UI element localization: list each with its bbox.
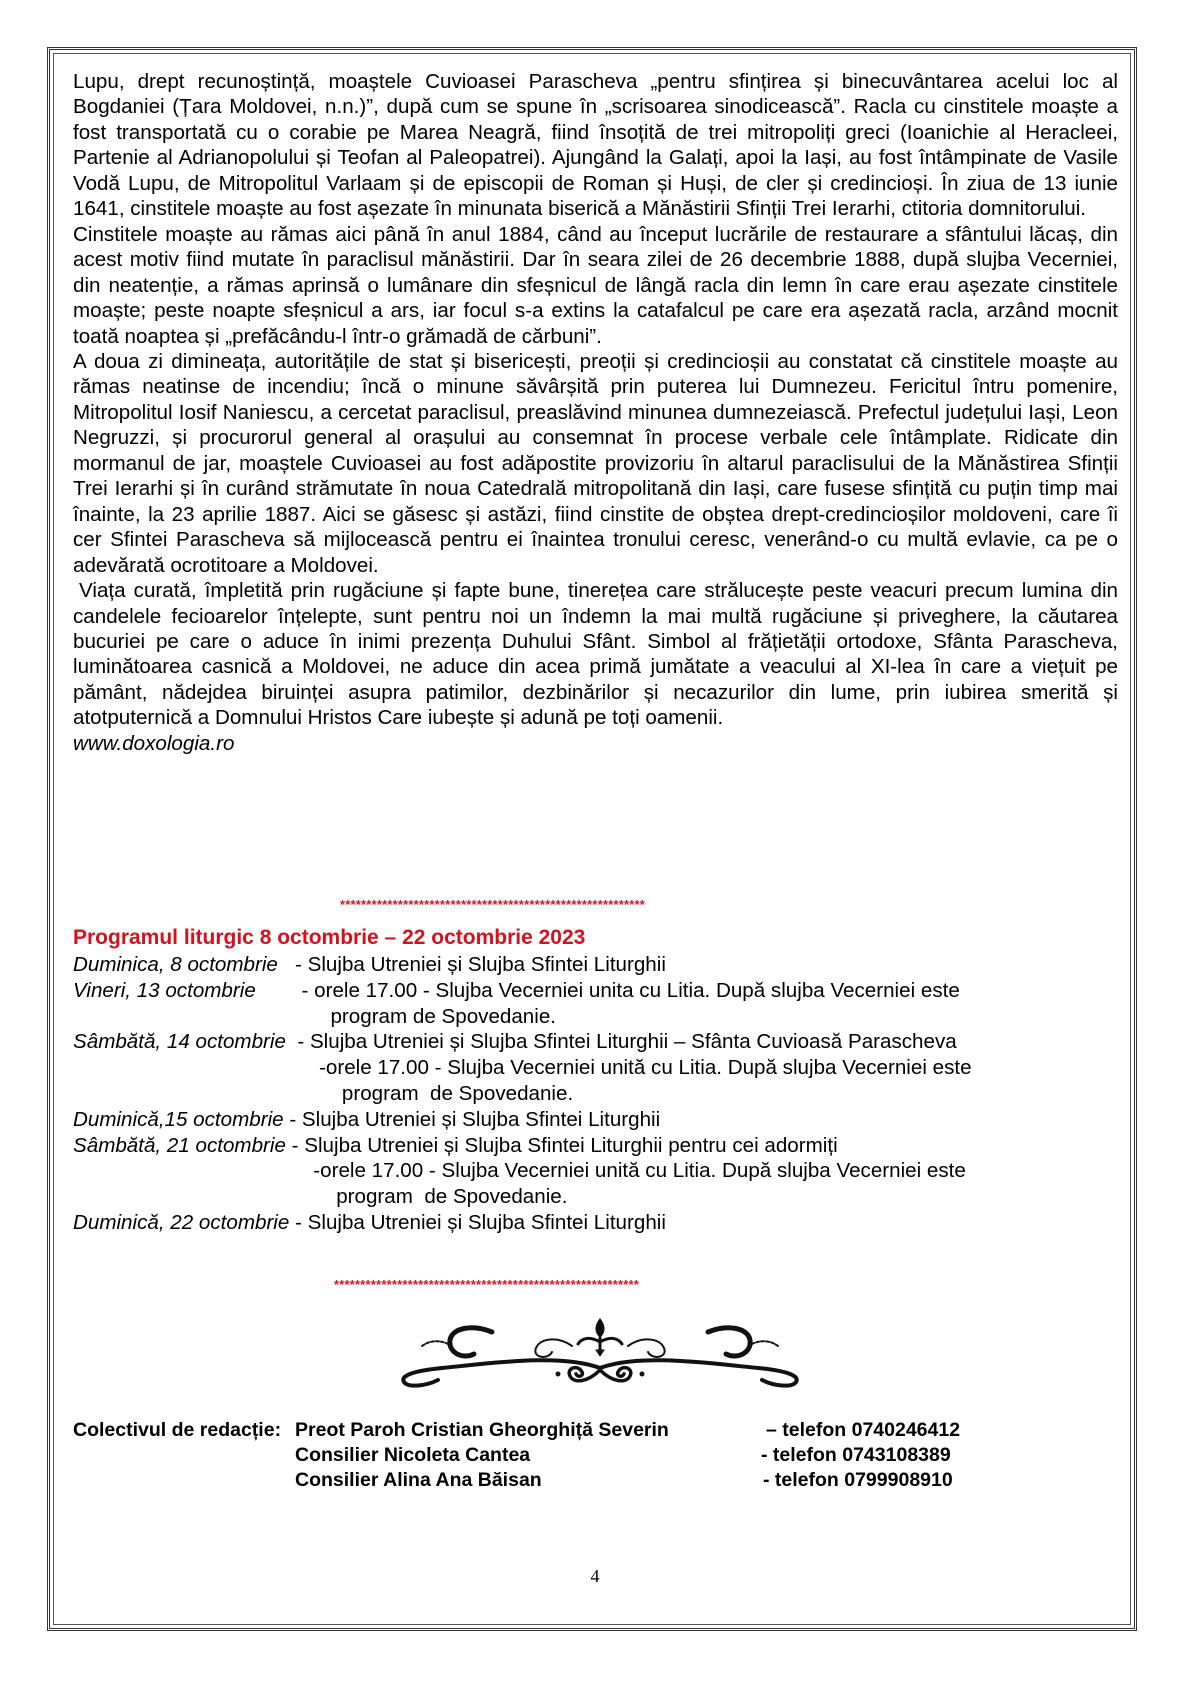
- paragraph-fire-1888: Cinstitele moaște au rămas aici până în anul 1884, când au început lucrările de restaurare a sfântului lăcaș, din acest motiv fiind mutate în paraclisul mănăstirii. Dar în seara zilei de 26 decembrie 1888, după slujba Vecerniei, din neatenție, a rămas aprinsă o lumânare din sfeșnicul de lângă racla din lemn în care erau așezate cinstitele moaște; peste noapte sfeșnicul a ars, iar focul s-a extins la catafalcul pe care era așezată racla, arzând mocnit toată noaptea și „prefăcându-l într-o grămadă de cărbuni”.: [73, 222, 1118, 348]
- schedule-text: - Slujba Utreniei și Slujba Sfintei Liturghii: [277, 953, 666, 976]
- member-name: Consilier Alina Ana Băisan: [295, 1469, 542, 1491]
- schedule-text: - Slujba Utreniei și Slujba Sfintei Liturghii pentru cei adormiți: [285, 1133, 838, 1157]
- member-phone: – telefon 0740246412: [766, 1419, 961, 1441]
- schedule-row: [73, 1055, 972, 1081]
- schedule-row: [73, 1133, 972, 1159]
- member-name: Preot Paroh Cristian Gheorghiță Severin: [295, 1419, 669, 1441]
- member-phone: - telefon 0743108389: [761, 1444, 951, 1466]
- paragraph-relics-transfer: Lupu, drept recunoștință, moaștele Cuvioasei Parascheva „pentru sfințirea și binecuvântarea acelui loc al Bogdaniei (Țara Moldovei, n.n.)”, după cum se spune în „scrisoarea sinodicească”. Racla cu cinstitele moaște a fost transportată cu o corabie pe Marea Neagră, fiind însoțită de trei mitropoliți greci (Ioanichie al Heracleei, Partenie al Adrianopolului și Teofan al Paleopatrei). Ajungând la Galați, apoi la Iași, au fost întâmpinate de Vasile Vodă Lupu, de Mitropolitul Varlaam și de episcopii de Roman și Huși, de cler și credincioși. În ziua de 13 iunie 1641, cinstitele moaște au fost așezate în minunata biserică a Mănăstirii Sfinții Trei Ierarhi, ctitoria domnitorului.: [73, 70, 1118, 221]
- credit-line: [73, 1468, 953, 1493]
- credits-label: Colectivul de redacție:: [73, 1419, 282, 1441]
- separator-stars-bottom: **********************************************************: [334, 1277, 640, 1292]
- schedule-row: [73, 952, 972, 978]
- schedule-day: Vineri, 13 octombrie: [73, 978, 256, 1002]
- credit-line: [73, 1418, 961, 1443]
- schedule-day: Duminică,15 octombrie: [73, 1107, 284, 1131]
- schedule-row: [73, 1210, 972, 1236]
- schedule-row: [73, 1158, 972, 1184]
- paragraph-conclusion: Viața curată, împletită prin rugăciune și fapte bune, tinerețea care strălucește peste veacuri precum lumina din candelele fecioarelor înțelepte, sunt pentru noi un îndemn la mai multă rugăciune și priveghere, la căutarea bucuriei pe care o aduce în inimi prezența Duhului Sfânt. Simbol al frățietății ortodoxe, Sfânta Parascheva, luminătoarea casnică a Moldovei, ne aduce din acea primă jumătate a veacului al XI-lea în care a viețuit pe pământ, nădejdea biruinței asupra patimilor, dezbinărilor și necazurilor din lume, prin iubirea smerită și atotputernică a Domnului Hristos Care iubește și adună pe toți oamenii.: [73, 579, 1118, 730]
- member-phone: - telefon 0799908910: [763, 1469, 953, 1491]
- schedule-day: Sâmbătă, 21 octombrie: [73, 1133, 286, 1157]
- schedule-row: [73, 1004, 972, 1030]
- schedule-row: [73, 978, 972, 1004]
- separator-stars-top: **********************************************************: [340, 897, 646, 912]
- source-link[interactable]: www.doxologia.ro: [73, 731, 235, 755]
- page-number: 4: [590, 1566, 600, 1586]
- schedule-text: -orele 17.00 - Slujba Vecerniei unită cu Litia. După slujba Vecerniei este: [73, 1159, 966, 1183]
- schedule-text: - Slujba Utreniei și Slujba Sfintei Liturghii: [283, 1107, 661, 1131]
- member-name: Consilier Nicoleta Cantea: [295, 1444, 531, 1466]
- schedule-text: - orele 17.00 - Slujba Vecerniei unita cu Litia. După slujba Vecerniei este: [255, 978, 960, 1002]
- editorial-credits: [73, 1418, 961, 1493]
- schedule-text: program de Spovedanie.: [73, 1081, 574, 1105]
- schedule-row: [73, 1029, 972, 1055]
- liturgical-schedule: [73, 952, 972, 1236]
- schedule-day: Duminica, 8 octombrie: [73, 953, 278, 976]
- schedule-row: [73, 1107, 972, 1133]
- schedule-row: [73, 1184, 972, 1210]
- program-title: Programul liturgic 8 octombrie – 22 octombrie 2023: [73, 926, 586, 949]
- schedule-day: Sâmbătă, 14 octombrie: [73, 1030, 286, 1054]
- credit-line: [73, 1443, 951, 1468]
- schedule-text: -orele 17.00 - Slujba Vecerniei unită cu Litia. După slujba Vecerniei este: [73, 1056, 972, 1080]
- schedule-text: - Slujba Utreniei și Slujba Sfintei Liturghii: [289, 1210, 666, 1234]
- schedule-row: [73, 1081, 972, 1107]
- decorative-flourish-icon: [382, 1310, 818, 1392]
- schedule-text: program de Spovedanie.: [73, 1185, 568, 1209]
- paragraph-miracle: A doua zi dimineața, autoritățile de stat și bisericești, preoții și credincioșii au constatat că cinstitele moaște au rămas neatinse de incendiu; încă o minune săvârșită prin puterea lui Dumnezeu. Fericitul întru pomenire, Mitropolitul Iosif Naniescu, a cercetat paraclisul, preaslăvind minunea dumnezeiască. Prefectul județului Iași, Leon Negruzzi, și procurorul general al orașului au consemnat în procese verbale cele întâmplate. Ridicate din mormanul de jar, moaștele Cuvioasei au fost adăpostite provizoriu în altarul paraclisului de la Mănăstirea Sfinții Trei Ierarhi și în curând strămutate în noua Catedrală mitropolitană din Iași, care fusese sfințită cu puțin timp mai înainte, la 23 aprilie 1887. Aici se găsesc și astăzi, fiind cinstite de obștea drept-credincioșilor moldoveni, care îi cer Sfintei Parascheva să mijlocească pentru ei înaintea tronului ceresc, venerând-o cu multă evlavie, ca pe o adevărată ocrotitoare a Moldovei.: [73, 349, 1118, 577]
- schedule-day: Duminică, 22 octombrie: [73, 1210, 290, 1234]
- schedule-text: - Slujba Utreniei și Slujba Sfintei Liturghii – Sfânta Cuvioasă Parascheva: [285, 1030, 957, 1054]
- article-body: [73, 69, 1118, 756]
- schedule-text: program de Spovedanie.: [73, 1004, 557, 1028]
